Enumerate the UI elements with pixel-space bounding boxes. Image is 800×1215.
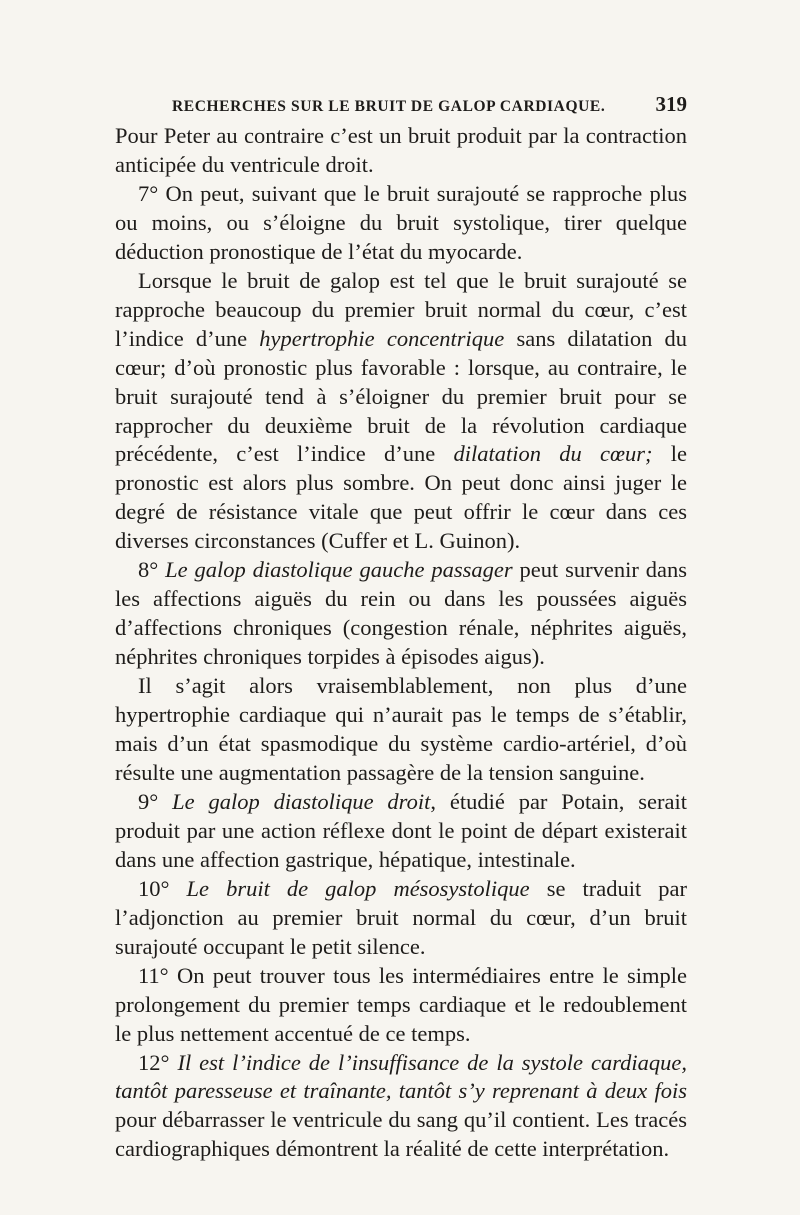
paragraph-10-mesosystolic (115, 875, 687, 962)
text-run: pour débarrasser le ventricule du sang qu’il contient. Les tracés cardiographiques démontrent la réalité de cette interprétation. (115, 1107, 687, 1162)
paragraph-peter (115, 122, 687, 180)
text-run: 10° (138, 875, 187, 901)
text-run: Il s’agit alors vraisemblablement, non plus d’une hypertrophie cardiaque qui n’aurait pas le temps de s’établir, mais d’un état spasmodique du système cardio-artériel, d’où résulte une augmentation passagère de la tension sanguine. (115, 673, 687, 785)
paragraph-9-right-gallop (115, 788, 687, 875)
italic-term: hypertrophie concentrique (259, 325, 505, 351)
paragraph-8-left-gallop (115, 556, 687, 672)
paragraph-12-insufficiency (115, 1049, 687, 1165)
text-run: 12° (138, 1049, 178, 1075)
body-text (115, 122, 687, 1164)
text-run: le pronostic est alors plus sombre. On peut donc ainsi juger le degré de résistance vitale que peut offrir le cœur dans ces diverses circonstances (Cuffer et L. Guinon). (115, 441, 687, 554)
text-run: sans dilatation du cœur; d’où pronostic plus favorable : lorsque, au contraire, le bruit surajouté tend à s’éloigner du premier bruit pour se rapprocher du deuxième bruit de la révolution cardiaque précédente, c’est l’indice d’une (115, 325, 688, 467)
italic-term: Le galop diastolique gauche passager (165, 557, 513, 583)
text-run: se traduit par l’adjonction au premier bruit normal du cœur, d’un bruit surajouté occupant le petit silence. (115, 875, 688, 959)
text-run: Pour Peter au contraire c’est un bruit produit par la contraction anticipée du ventricule droit. (115, 123, 687, 177)
running-head: RECHERCHES SUR LE BRUIT DE GALOP CARDIAQUE. (172, 98, 606, 115)
paragraph-11-intermediaries (115, 962, 687, 1049)
text-run: 11° On peut trouver tous les intermédiaires entre le simple prolongement du premier temps cardiaque et le redoublement le plus nettement accentué de ce temps. (115, 962, 687, 1046)
text-run: , étudié par Potain, serait produit par une action réflexe dont le point de départ existerait dans une affection gastrique, hépatique, intestinale. (115, 788, 687, 872)
text-run: 9° (138, 788, 173, 814)
italic-term: Le bruit de galop mésosystolique (186, 875, 530, 901)
page-header (172, 92, 687, 122)
paragraph-hypertrophy (115, 267, 687, 557)
italic-term: Il est l’indice de l’insuffisance de la systole cardiaque, tantôt paresseuse et traînante, tantôt s’y reprenant à deux fois (115, 1049, 687, 1104)
italic-term: dilatation du cœur; (453, 441, 653, 467)
page-number: 319 (655, 92, 687, 116)
text-run: 8° (138, 557, 166, 583)
paragraph-spasmodic (115, 672, 687, 788)
text-run: Lorsque le bruit de galop est tel que le bruit surajouté se rapproche beaucoup du premier bruit normal du cœur, c’est l’indice d’une (115, 267, 687, 351)
italic-term: Le galop diastolique droit (172, 788, 431, 814)
text-run: 7° On peut, suivant que le bruit surajouté se rapproche plus ou moins, ou s’éloigne du bruit systolique, tirer quelque déduction pronostique de l’état du myocarde. (115, 180, 687, 264)
paragraph-7-prognostic (115, 180, 687, 267)
text-run: peut survenir dans les affections aiguës du rein ou dans les poussées aiguës d’affections chroniques (congestion rénale, néphrites aiguës, néphrites chroniques torpides à épisodes aigus). (115, 557, 688, 670)
